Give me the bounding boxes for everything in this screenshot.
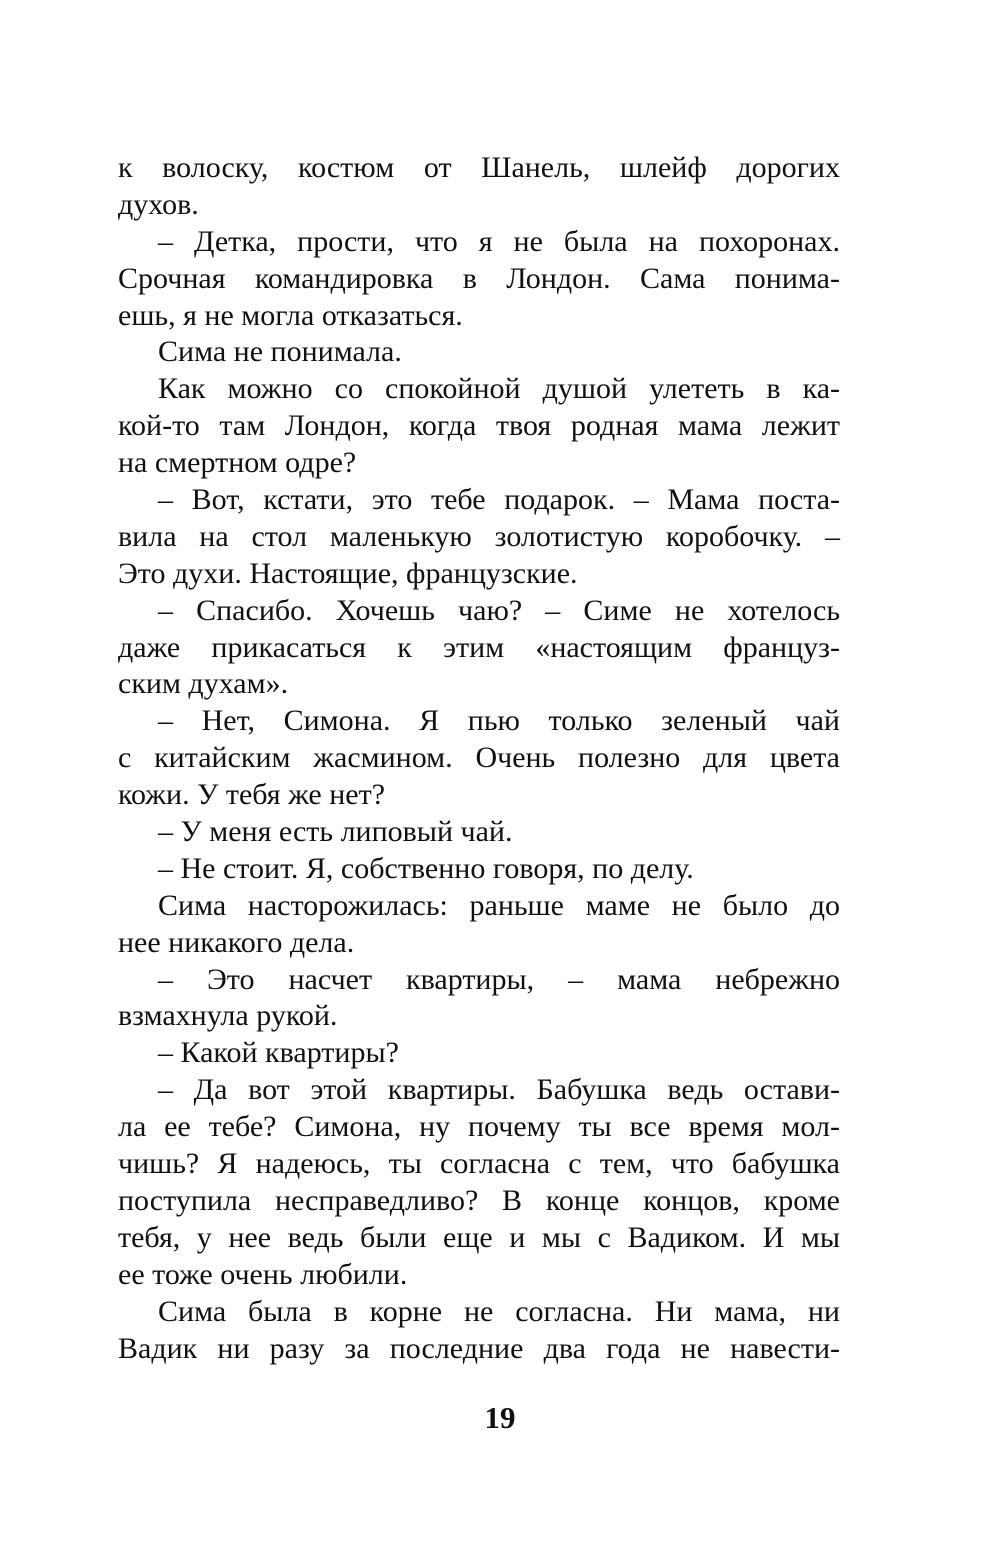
text-line: – Вот, кстати, это тебе подарок. – Мама поста-: [158, 483, 840, 517]
text-line: ским духам».: [118, 667, 289, 701]
text-line: Срочная командировка в Лондон. Сама понима-: [118, 261, 840, 295]
text-line: Вадик ни разу за последние два года не навести-: [118, 1331, 840, 1365]
text-line: вила на стол маленькую золотистую коробочку. –: [118, 519, 840, 553]
text-line: тебя, у нее ведь были еще и мы с Вадиком. И мы: [118, 1220, 840, 1254]
text-line: на смертном одре?: [118, 446, 357, 480]
text-line: кожи. У тебя же нет?: [118, 778, 386, 812]
text-line: – Детка, прости, что я не была на похоронах.: [158, 224, 840, 258]
text-line: – Да вот этой квартиры. Бабушка ведь остави-: [158, 1073, 840, 1107]
text-line: чишь? Я надеюсь, ты согласна с тем, что бабушка: [118, 1147, 840, 1181]
text-line: кой-то там Лондон, когда твоя родная мама лежит: [118, 409, 840, 443]
text-line: – У меня есть липовый чай.: [158, 815, 513, 849]
text-line: Как можно со спокойной душой улететь в ка-: [158, 372, 840, 406]
text-line: поступила несправедливо? В конце концов, кроме: [118, 1183, 840, 1217]
text-line: к волоску, костюм от Шанель, шлейф дорогих: [118, 151, 840, 184]
text-line: Это духи. Настоящие, французские.: [118, 556, 578, 590]
text-line: – Это насчет квартиры, – мама небрежно: [158, 962, 840, 996]
text-line: – Какой квартиры?: [158, 1036, 399, 1070]
text-line: взмахнула рукой.: [118, 999, 338, 1033]
text-line: Сима насторожилась: раньше маме не было до: [158, 888, 840, 922]
page-number: 19: [484, 1400, 516, 1435]
text-line: ла ее тебе? Симона, ну почему ты все время мол-: [118, 1110, 840, 1144]
text-line: нее никакого дела.: [118, 925, 355, 959]
text-line: ее тоже очень любили.: [118, 1257, 408, 1291]
text-line: даже прикасаться к этим «настоящим француз-: [118, 630, 840, 664]
text-line: Сима была в корне не согласна. Ни мама, ни: [158, 1294, 840, 1328]
text-line: духов.: [118, 187, 199, 221]
text-line: Сима не понимала.: [158, 335, 402, 369]
text-line: с китайским жасмином. Очень полезно для цвета: [118, 741, 840, 775]
text-line: – Нет, Симона. Я пью только зеленый чай: [158, 704, 840, 738]
book-page-text: [118, 150, 840, 1367]
text-line: – Не стоит. Я, собственно говоря, по делу.: [158, 851, 694, 885]
text-line: ешь, я не могла отказаться.: [118, 298, 463, 332]
text-line: – Спасибо. Хочешь чаю? – Симе не хотелось: [158, 593, 840, 627]
